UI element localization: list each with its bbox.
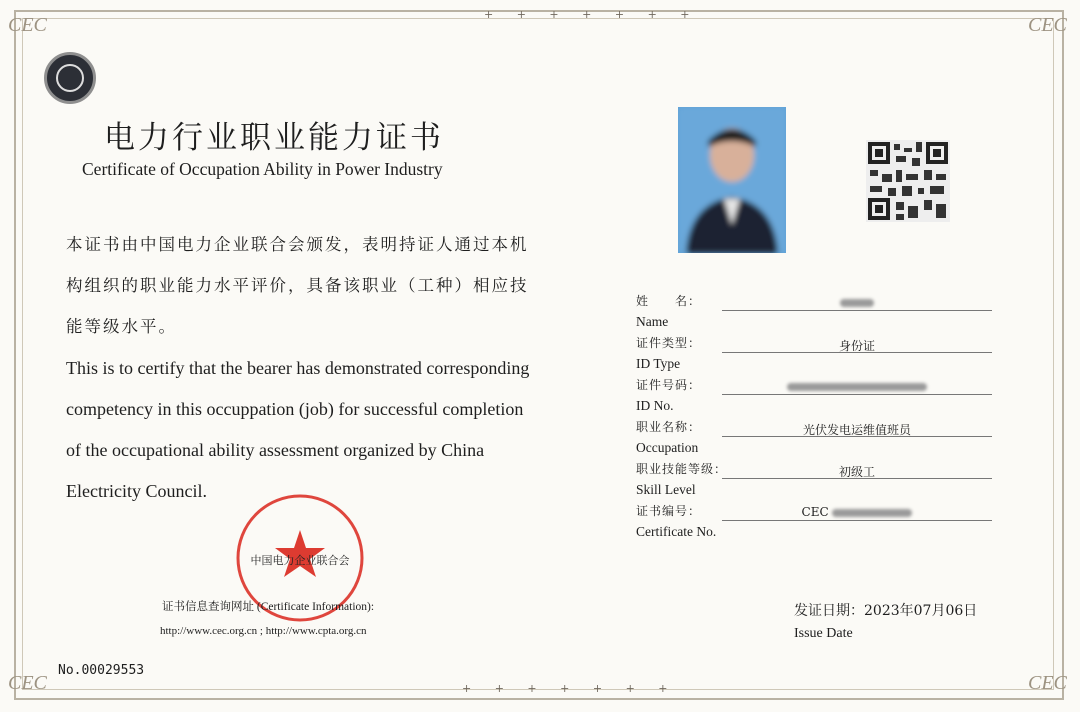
- redacted-id-number: [787, 383, 927, 391]
- certificate-statement-en: This is to certify that the bearer has demonstrated corresponding competency in this occuppation (job) for successful completion of the occupational ability assessment organized by China Electricity Council.: [66, 358, 530, 501]
- field-value: [722, 379, 992, 393]
- field-occupation: [636, 418, 992, 460]
- field-label-en: Certificate No.: [636, 524, 717, 539]
- field-value: [722, 505, 992, 519]
- field-underline: [722, 394, 992, 395]
- qr-code: [866, 140, 950, 222]
- issue-date: [794, 600, 977, 620]
- field-label-en: ID No.: [636, 398, 674, 413]
- holder-details: [636, 292, 992, 544]
- corner-mark-top-left: CEC: [8, 14, 47, 36]
- seal-text: 中国电力企业联合会: [250, 554, 350, 567]
- certificate-title-en: Certificate of Occupation Ability in Power Industry: [82, 159, 443, 179]
- field-label-cn: 证件类型：: [636, 336, 702, 350]
- field-certificate-no: [636, 502, 992, 544]
- field-underline: [722, 352, 992, 353]
- certificate-info-urls: http://www.cec.org.cn ; http://www.cpta.org.cn: [160, 625, 367, 637]
- holder-photo: [678, 107, 786, 253]
- field-name: [636, 292, 992, 334]
- field-id-type: [636, 334, 992, 376]
- certificate-no-prefix: CEC: [801, 505, 829, 519]
- field-skill-level: [636, 460, 992, 502]
- certificate-title-cn: 电力行业职业能力证书: [104, 120, 444, 156]
- field-label-en: Skill Level: [636, 482, 696, 497]
- field-label-cn: 职业名称：: [636, 420, 702, 434]
- corner-mark-top-right: CEC: [1028, 14, 1067, 36]
- field-underline: [722, 478, 992, 479]
- issue-date-value: 2023年07月06日: [864, 603, 978, 619]
- field-underline: [722, 310, 992, 311]
- field-label-cn: 职业技能等级：: [636, 462, 728, 476]
- redacted-certificate-no: [832, 509, 912, 517]
- field-label-cn: 证件号码：: [636, 378, 702, 392]
- issue-date-label-cn: 发证日期：: [794, 603, 864, 619]
- field-value: [722, 295, 992, 309]
- field-label-en: ID Type: [636, 356, 681, 371]
- field-label-en: Occupation: [636, 440, 699, 455]
- certificate-info-label: 证书信息查询网址 (Certificate Information):: [162, 601, 375, 613]
- field-underline: [722, 520, 992, 521]
- field-value: 初级工: [838, 465, 875, 479]
- field-id-no: [636, 376, 992, 418]
- corner-mark-bottom-left: CEC: [8, 672, 47, 694]
- field-label-cn: 姓 名：: [636, 294, 702, 308]
- field-label-cn: 证书编号：: [636, 504, 702, 518]
- cec-logo-icon: [44, 52, 96, 104]
- top-ornament: + + + + + + +: [484, 8, 700, 21]
- bottom-ornament: + + + + + + +: [462, 682, 678, 695]
- field-value: 身份证: [838, 339, 875, 353]
- field-underline: [722, 436, 992, 437]
- issue-date-label-en: Issue Date: [794, 626, 853, 641]
- serial-number: No.00029553: [58, 663, 145, 678]
- field-label-en: Name: [636, 314, 669, 329]
- corner-mark-bottom-right: CEC: [1028, 672, 1067, 694]
- redacted-name: [840, 299, 874, 307]
- certificate-statement-cn: 本证书由中国电力企业联合会颁发，表明持证人通过本机构组织的职业能力水平评价，具备该职业（工种）相应技能等级水平。: [66, 235, 529, 336]
- field-value: 光伏发电运维值班员: [802, 423, 911, 437]
